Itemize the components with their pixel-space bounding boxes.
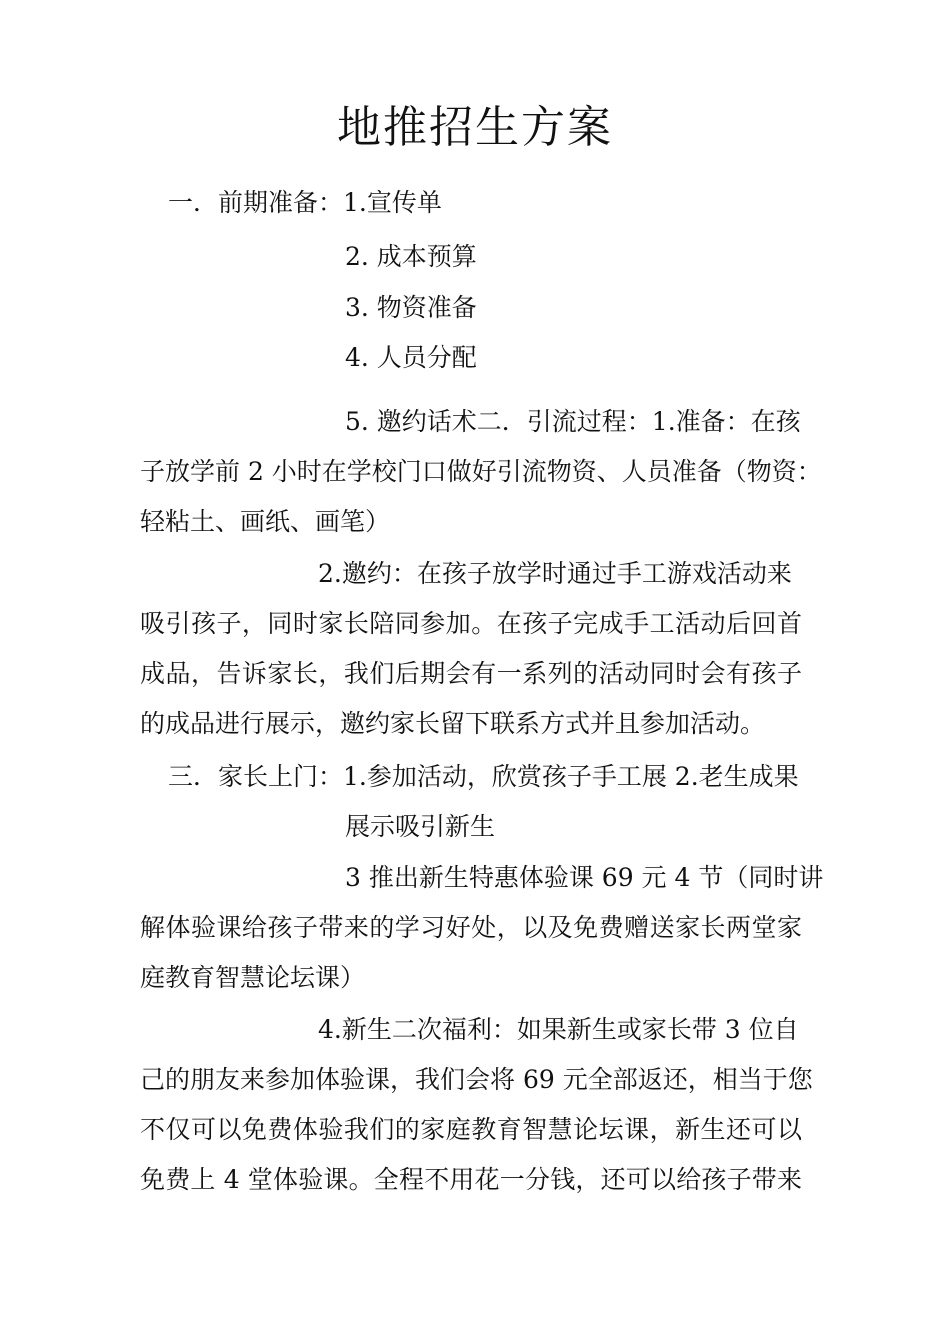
text-line: 庭教育智慧论坛课） [140, 963, 366, 992]
text-line: 轻粘土、画纸、画笔） [140, 507, 391, 536]
document-title: 地推招生方案 [337, 102, 613, 153]
text-line: 三．家长上门：1.参加活动，欣赏孩子手工展 2.老生成果 [168, 762, 799, 791]
text-line: 成品，告诉家长，我们后期会有一系列的活动同时会有孩子 [140, 659, 802, 688]
text-line: 4.新生二次福利：如果新生或家长带 3 位自 [318, 1015, 799, 1044]
text-line: 不仅可以免费体验我们的家庭教育智慧论坛课，新生还可以 [140, 1115, 802, 1144]
text-line: 2.邀约：在孩子放学时通过手工游戏活动来 [318, 559, 792, 588]
text-line: 展示吸引新生 [345, 812, 496, 841]
text-line: 一．前期准备：1.宣传单 [168, 188, 442, 217]
text-line: 解体验课给孩子带来的学习好处，以及免费赠送家长两堂家 [140, 913, 802, 942]
text-line: 2. 成本预算 [345, 242, 477, 271]
text-line: 的成品进行展示，邀约家长留下联系方式并且参加活动。 [140, 709, 766, 738]
text-line: 3. 物资准备 [345, 293, 477, 322]
text-line: 吸引孩子，同时家长陪同参加。在孩子完成手工活动后回首 [140, 609, 802, 638]
text-line: 3 推出新生特惠体验课 69 元 4 节（同时讲 [345, 863, 824, 892]
text-line: 4. 人员分配 [345, 343, 477, 372]
text-line: 己的朋友来参加体验课，我们会将 69 元全部返还，相当于您 [140, 1065, 813, 1094]
text-line: 5. 邀约话术二．引流过程：1.准备：在孩 [345, 407, 801, 436]
text-line: 子放学前 2 小时在学校门口做好引流物资、人员准备（物资： [140, 457, 822, 486]
text-line: 免费上 4 堂体验课。全程不用花一分钱，还可以给孩子带来 [140, 1165, 802, 1194]
